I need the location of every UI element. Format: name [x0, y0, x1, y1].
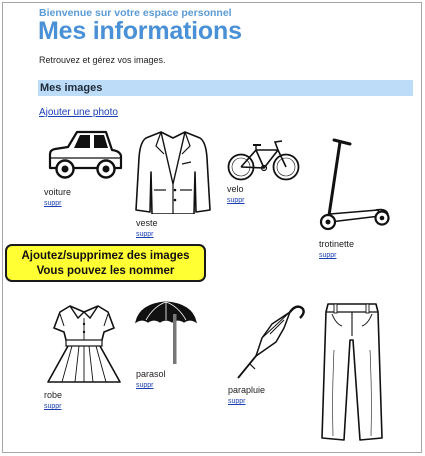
car-icon[interactable] [44, 124, 126, 184]
section-header [38, 80, 413, 96]
image-item-veste [134, 128, 224, 243]
scooter-icon[interactable] [316, 136, 398, 234]
bicycle-icon[interactable] [226, 138, 302, 182]
item-name: robe [44, 390, 63, 400]
jacket-icon[interactable] [134, 128, 212, 214]
trousers-icon[interactable] [320, 300, 384, 442]
item-name: trotinette [319, 239, 355, 249]
item-name: voiture [44, 187, 72, 197]
callout-line-2: Vous pouvez les nommer [36, 265, 175, 277]
image-item-robe [42, 302, 132, 414]
image-item-trousers [320, 300, 400, 446]
image-item-parasol [134, 298, 224, 394]
delete-link[interactable]: suppr [136, 231, 154, 238]
image-item-parapluie [226, 302, 316, 406]
image-item-trotinette [316, 136, 406, 262]
delete-link[interactable]: suppr [228, 398, 246, 405]
page-subtitle: Retrouvez et gérez vos images. [39, 55, 166, 65]
item-name: veste [136, 218, 158, 228]
delete-link[interactable]: suppr [227, 197, 245, 204]
image-item-velo [226, 138, 316, 208]
delete-link[interactable]: suppr [44, 403, 62, 410]
parasol-icon[interactable] [134, 298, 198, 364]
item-name: velo [227, 184, 244, 194]
section-title: Mes images [40, 82, 103, 94]
item-name: parasol [136, 369, 166, 379]
umbrella-icon[interactable] [226, 302, 310, 380]
welcome-text: Bienvenue sur votre espace personnel [39, 7, 232, 19]
add-photo-link[interactable]: Ajouter une photo [39, 107, 118, 118]
delete-link[interactable]: suppr [319, 252, 337, 259]
callout-line-1: Ajoutez/supprimez des images [21, 250, 190, 262]
delete-link[interactable]: suppr [136, 382, 154, 389]
page-title: Mes informations [38, 17, 242, 45]
image-item-voiture [42, 124, 132, 214]
delete-link[interactable]: suppr [44, 200, 62, 207]
item-name: parapluie [228, 385, 266, 395]
dress-icon[interactable] [42, 302, 128, 386]
help-callout [5, 244, 206, 282]
